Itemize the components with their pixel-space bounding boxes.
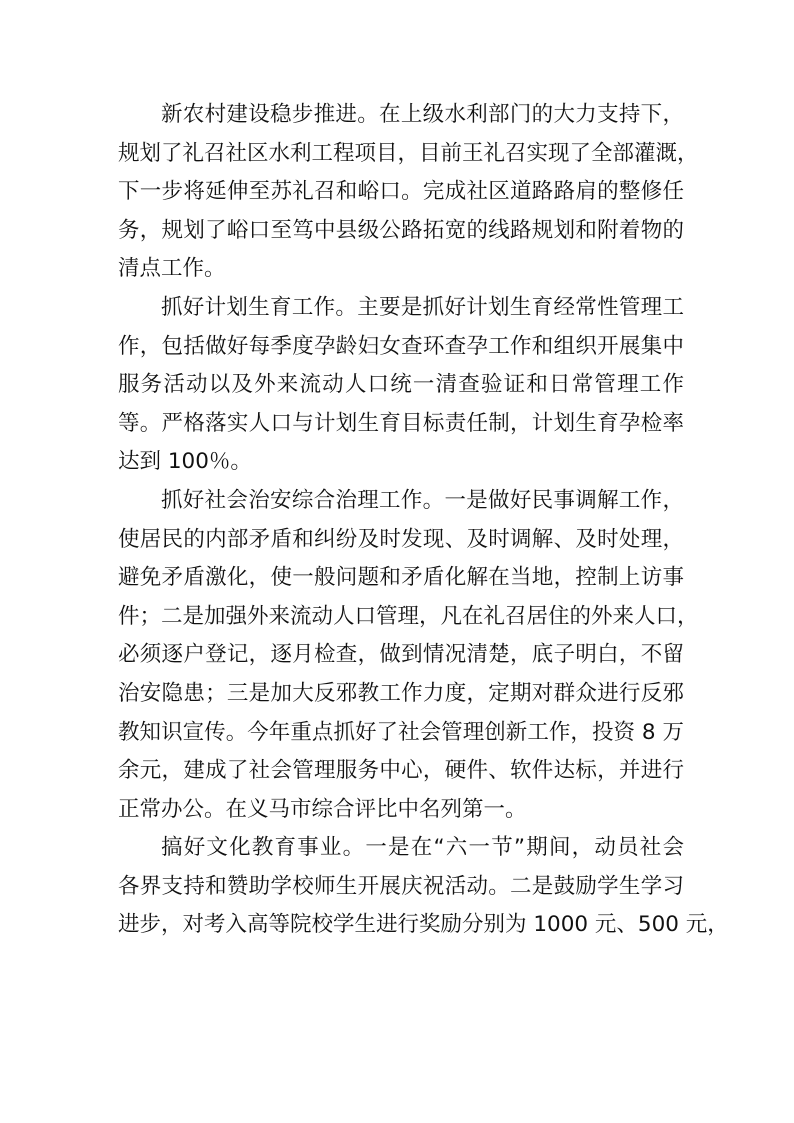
- text-line: 各界支持和赞助学校师生开展庆祝活动。二是鼓励学生学习: [118, 873, 684, 899]
- document-page: [118, 96, 729, 945]
- text-line: 抓好计划生育工作。主要是抓好计划生育经常性管理工: [161, 294, 684, 320]
- text-line: 等。严格落实人口与计划生育目标责任制，计划生育孕检率: [118, 410, 684, 436]
- text-line: 作，包括做好每季度孕龄妇女查环查孕工作和组织开展集中: [118, 333, 684, 359]
- text-line: 抓好社会治安综合治理工作。一是做好民事调解工作，: [161, 487, 684, 513]
- text-line: 下一步将延伸至苏礼召和峪口。完成社区道路路肩的整修任: [118, 179, 684, 205]
- text-line: 务，规划了峪口至笃中县级公路拓宽的线路规划和附着物的: [118, 217, 684, 243]
- text-line: 余元，建成了社会管理服务中心，硬件、软件达标，并进行: [118, 758, 684, 784]
- paragraph-culture-education: [118, 829, 729, 945]
- text-line: 教知识宣传。今年重点抓好了社会管理创新工作，投资 8 万: [118, 719, 684, 745]
- text-line: 正常办公。在义马市综合评比中名列第一。: [118, 796, 527, 822]
- text-line: 服务活动以及外来流动人口统一清查验证和日常管理工作: [118, 372, 684, 398]
- text-line: 必须逐户登记，逐月检查，做到情况清楚，底子明白，不留: [118, 642, 684, 668]
- text-line: 件；二是加强外来流动人口管理，凡在礼召居住的外来人口，: [118, 603, 699, 629]
- text-line: 清点工作。: [118, 256, 226, 282]
- text-line: 治安隐患；三是加大反邪教工作力度，定期对群众进行反邪: [118, 680, 684, 706]
- text-line: 新农村建设稳步推进。在上级水利部门的大力支持下，: [161, 102, 684, 127]
- text-line: 进步，对考入高等院校学生进行奖励分别为 1000 元、500 元，: [118, 912, 729, 938]
- text-line: 规划了礼召社区水利工程项目，目前王礼召实现了全部灌溉，: [118, 140, 699, 166]
- text-line: 使居民的内部矛盾和纠纷及时发现、及时调解、及时处理，: [118, 526, 684, 552]
- text-line: 搞好文化教育事业。一是在“六一节”期间，动员社会: [161, 835, 684, 861]
- text-line: 达到 100％。: [118, 449, 252, 475]
- paragraph-new-countryside: [118, 96, 699, 289]
- text-line: 避免矛盾激化，使一般问题和矛盾化解在当地，控制上访事: [118, 565, 684, 591]
- paragraph-family-planning: [118, 289, 684, 482]
- paragraph-public-security: [118, 482, 699, 829]
